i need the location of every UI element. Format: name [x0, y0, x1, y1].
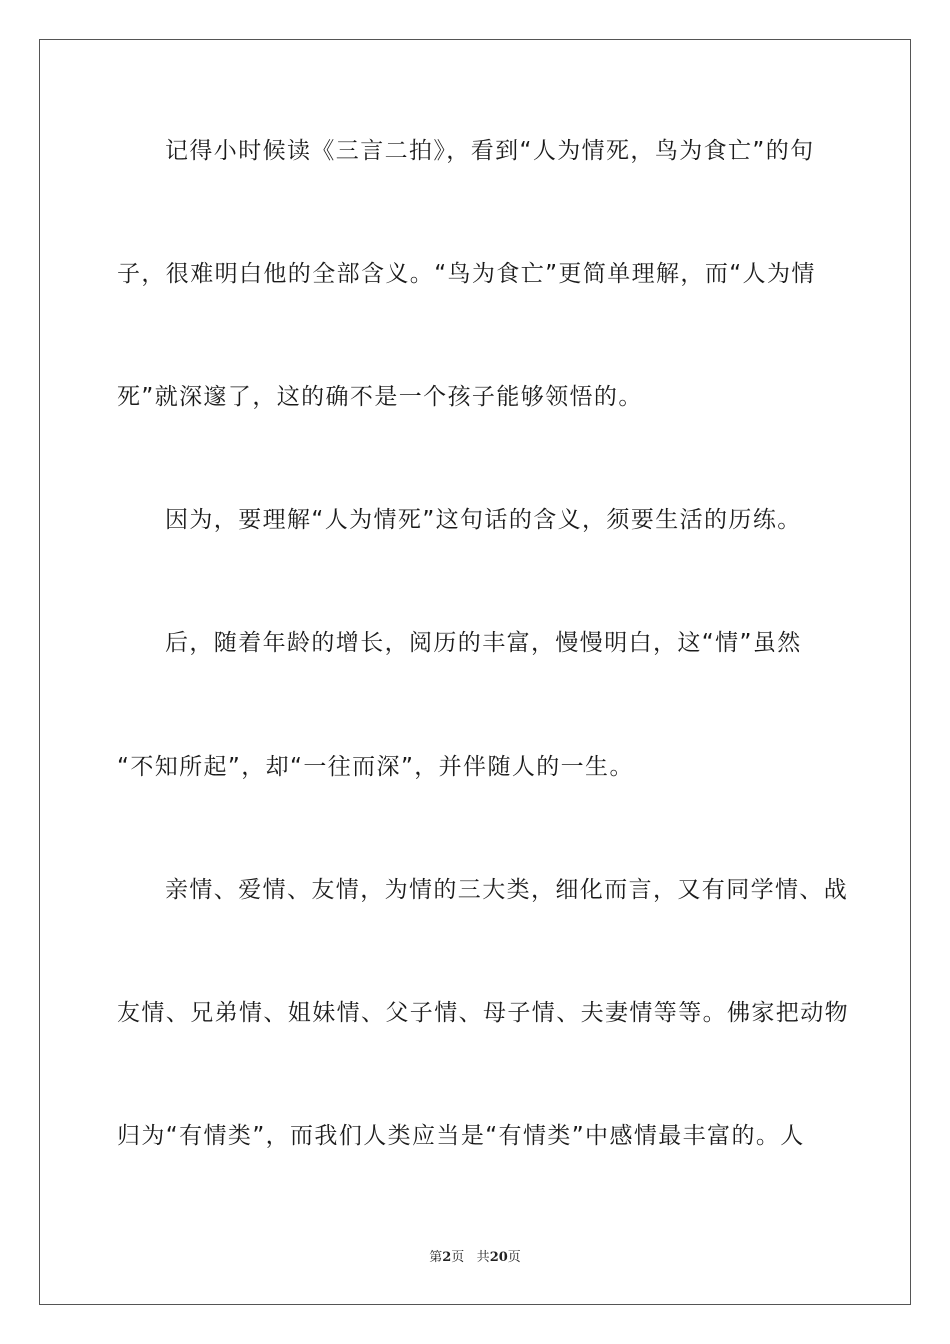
paragraph-line: 后，随着年龄的增长，阅历的丰富，慢慢明白，这“情”虽然: [165, 630, 802, 656]
footer-page-prefix: 第: [429, 1250, 443, 1265]
footer-total-prefix: 共: [476, 1250, 490, 1265]
footer-total-number: 20: [489, 1250, 508, 1265]
paragraph-line: 友情、兄弟情、姐妹情、父子情、母子情、夫妻情等等。佛家把动物: [117, 1000, 849, 1026]
footer-page-suffix: 页: [451, 1250, 465, 1265]
footer-page-number: 2: [442, 1250, 452, 1265]
page-footer: [0, 1246, 950, 1265]
paragraph-line: 归为“有情类”，而我们人类应当是“有情类”中感情最丰富的。人: [117, 1123, 805, 1149]
paragraph-line: 记得小时候读《三言二拍》，看到“人为情死，鸟为食亡”的句: [165, 138, 815, 164]
paragraph-line: 亲情、爱情、友情，为情的三大类，细化而言，又有同学情、战: [165, 877, 849, 903]
footer-total-suffix: 页: [507, 1250, 521, 1265]
paragraph-line: “不知所起”，却“一往而深”，并伴随人的一生。: [117, 754, 634, 780]
page-border: [39, 39, 911, 1305]
paragraph-line: 死”就深邃了，这的确不是一个孩子能够领悟的。: [117, 384, 643, 410]
paragraph-line: 因为，要理解“人为情死”这句话的含义，须要生活的历练。: [165, 507, 802, 533]
paragraph-line: 子，很难明白他的全部含义。“鸟为食亡”更简单理解，而“人为情: [117, 261, 816, 287]
